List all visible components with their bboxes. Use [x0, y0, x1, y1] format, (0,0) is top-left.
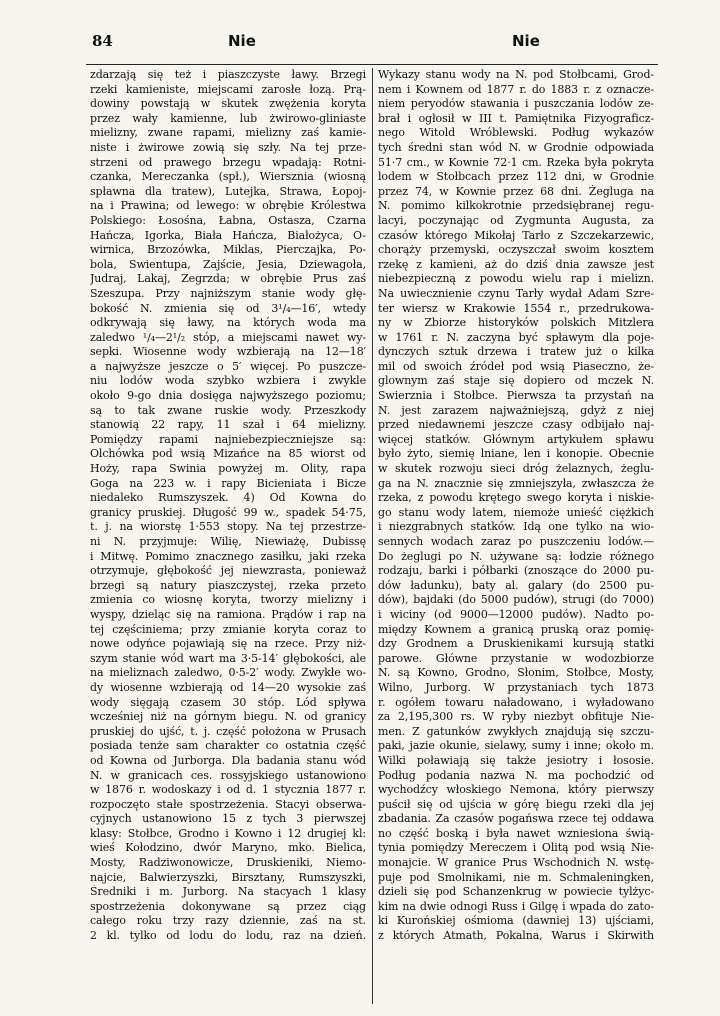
text-line: puje pod Smolnikami, nie m. Schmaleningken, [378, 870, 654, 884]
text-line: najcie, Balwierzyszki, Birsztany, Rumszyszki, [90, 870, 366, 884]
text-line: chorąży przemyski, oczyszczał swoim kosztem [378, 243, 654, 257]
text-line: przed niedawnemi jeszcze czasy odbijało naj- [378, 418, 654, 432]
text-line: spławna dla tratew), Lutejka, Strawa, Łopoj- [90, 184, 366, 198]
text-line: tych średni stan wód N. w Grodnie odpowiada [378, 140, 654, 154]
text-line: go stanu wody latem, niemoże unieść ciężkich [378, 505, 654, 519]
text-line: niste i żwirowe zowią się szły. Na tej prze- [90, 140, 366, 154]
text-line: Polskiego: Łosośna, Łabna, Ostasza, Czarna [90, 213, 366, 227]
text-line: wieś Kołodzino, dwór Maryno, mko. Bielica, [90, 841, 366, 855]
text-line: są to tak zwane ruskie wody. Przeszkody [90, 403, 366, 417]
text-line: z których Atmath, Pokalna, Warus i Skirwith [378, 929, 654, 943]
column-divider [372, 68, 373, 1004]
text-line: i niezgrabnych statków. Idą one tylko na wio- [378, 520, 654, 534]
text-line: Szeszupa. Przy najniższym stanie wody głę- [90, 286, 366, 300]
page-header [0, 32, 720, 54]
text-line: puścił się od ujścia w górę biegu rzeki dla jej [378, 797, 654, 811]
text-line: sennych wodach zaraz po puszczeniu lodów.— [378, 535, 654, 548]
text-line: granicy pruskiej. Długość 99 w., spadek 54·75, [90, 505, 366, 519]
text-columns [90, 68, 658, 1008]
text-line: sepki. Wiosenne wody wzbierają na 12—18′ [90, 345, 366, 359]
text-line: wyspy, dzieląc się na ramiona. Prądów i rap na [90, 607, 366, 621]
text-line: dynczych sztuk drzewa i tratew już o kilka [378, 345, 654, 359]
text-line: rozpoczęto stałe spostrzeżenia. Stacyi obserwa- [90, 797, 366, 811]
text-line: przez wały kamienne, lub żwirowo-gliniaste [90, 111, 366, 125]
text-line: bokość N. zmienia się od 3¹/₄—16′, wtedy [90, 301, 366, 315]
text-line: niedaleko Rumszyszek. 4) Od Kowna do [90, 491, 366, 505]
text-line: było żyto, siemię lniane, len i konopie. Obecnie [378, 447, 654, 461]
text-line: kim na dwie odnogi Russ i Gilgę i wpada do zato- [378, 899, 654, 913]
text-line: dy wiosenne wzbierają od 14—20 wysokie zaś [90, 680, 366, 694]
text-line: pruskiej do ujść, t. j. część położona w Prusach [90, 724, 366, 738]
text-line: glownym zaś staje się dopiero od mczek N. [378, 374, 654, 388]
text-line: mielizny, zwane rapami, mielizny zaś kamie- [90, 126, 366, 140]
text-line: nem i Kownem od 1877 r. do 1883 r. z oznacze- [378, 82, 654, 96]
text-line: 51·7 cm., w Kownie 72·1 cm. Rzeka była pokryta [378, 155, 654, 169]
text-line: dzieli się pod Schanzenkrug w powiecie tylżyc- [378, 885, 654, 899]
text-line: Do żeglugi po N. używane są: łodzie różnego [378, 549, 654, 563]
text-line: zmienia co wiosnę koryta, tworzy mielizny i [90, 593, 366, 607]
text-line: mil od swoich źródeł pod wsią Piaseczno, że- [378, 359, 654, 373]
text-line: w 1761 r. N. zaczyna być spławym dla poje- [378, 330, 654, 344]
text-line: niem peryodów stawania i puszczania lodów ze- [378, 97, 654, 111]
text-line: 2 kl. tylko od lodu do lodu, raz na dzień. [90, 929, 366, 943]
text-line: men. Z gatunków zwykłych znajdują się szczu- [378, 724, 654, 738]
text-line: wychodźcy włoskiego Nemona, który pierwszy [378, 783, 654, 797]
text-line: dów), bajdaki (do 5000 pudów), strugi (do 7000) [378, 593, 654, 607]
text-line: parowe. Główne przystanie w wodozbiorze [378, 651, 654, 665]
text-line: Judraj, Lakaj, Zegrzda; w obrębie Prus zaś [90, 272, 366, 286]
text-line: cyjnych ustanowiono 15 z tych 3 pierwszej [90, 812, 366, 826]
text-line: Średniki i m. Jurborg. Na stacyach 1 klasy [90, 885, 366, 899]
text-line: klasy: Stołbce, Grodno i Kowno i 12 drugiej kl: [90, 826, 366, 840]
text-line: Olchówka pod wsią Mizańce na 85 wiorst od [90, 447, 366, 461]
text-line: wcześniej niż na górnym biegu. N. od granicy [90, 710, 366, 724]
text-line: Hańcza, Igorka, Biała Hańcza, Białożyca, O- [90, 228, 366, 242]
text-line: r. ogółem towaru naładowano, i wyładowano [378, 695, 654, 709]
text-line: ga na N. znacznie się zmniejszyła, zwłaszcza że [378, 476, 654, 490]
page-number: 84 [92, 32, 113, 50]
text-line: czasów którego Mikołaj Tarło z Szczekarzewic, [378, 228, 654, 242]
text-line: Pomiędzy rapami najniebezpieczniejsze są: [90, 432, 366, 446]
text-line: N. jest zarazem najważniejszą, gdyż z niej [378, 403, 654, 417]
text-line: ter wiersz w Krakowie 1554 r., przedrukowa- [378, 301, 654, 315]
text-line: monajcie. W granice Prus Wschodnich N. wstę- [378, 856, 654, 870]
text-line: i wiciny (od 9000—12000 pudów). Nadto po- [378, 607, 654, 621]
right-column [378, 68, 654, 944]
text-line: Hoży, rapa Swinia powyżej m. Olity, rapa [90, 462, 366, 476]
text-line: bola, Swientupa, Zajście, Jesia, Dziewagoła, [90, 257, 366, 271]
text-line: Podług podania nazwa N. ma pochodzić od [378, 768, 654, 782]
text-line: rodzaju, barki i półbarki (znoszące do 2000 pu- [378, 564, 654, 578]
text-line: zdarzają się też i piaszczyste ławy. Brzegi [90, 68, 366, 81]
text-line: dowiny powstają w skutek zwężenia koryta [90, 97, 366, 111]
text-line: szym stanie wód wart ma 3·5-14′ głębokości, ale [90, 651, 366, 665]
text-line: zbadania. Za czasów pogańswa rzece tej oddawa [378, 812, 654, 826]
text-line: Wilki poławiają się także jesiotry i łososie. [378, 753, 654, 767]
column-text [378, 68, 654, 944]
text-line: nego Witold Wróblewski. Podług wykazów [378, 126, 654, 140]
text-line: t. j. na wiorstę 1·553 stopy. Na tej przestrze- [90, 520, 366, 534]
text-line: rzeka, z powodu krętego swego koryta i niskie- [378, 491, 654, 505]
text-line: przez 74, w Kownie przez 68 dni. Żegluga na [378, 184, 654, 198]
text-line: rzekę z kamieni, aż do dziś dnia zawsze jest [378, 257, 654, 271]
text-line: nowe odyńce pojawiają się na rzece. Przy niż- [90, 637, 366, 651]
text-line: ny w Zbiorze historyków polskich Mitzlera [378, 316, 654, 330]
text-line: odkrywają się ławy, na których woda ma [90, 316, 366, 330]
running-head-left: Nie [228, 32, 256, 50]
text-line: czanka, Mereczanka (spł.), Wiersznia (wiosną [90, 170, 366, 184]
text-line: Wilno, Jurborg. W przystaniach tych 1873 [378, 680, 654, 694]
text-line: Na uwiecznienie czynu Tarły wydał Adam Szre- [378, 286, 654, 300]
running-head-right: Nie [512, 32, 540, 50]
text-line: całego roku trzy razy dziennie, zaś na st. [90, 914, 366, 928]
text-line: niebezpieczną z powodu wielu rap i mielizn. [378, 272, 654, 286]
text-line: spostrzeżenia dokonywane są przez ciąg [90, 899, 366, 913]
text-line: otrzymuje, głębokość jej niewzrasta, ponieważ [90, 564, 366, 578]
text-line: N. są Kowno, Grodno, Słonim, Stołbce, Mosty, [378, 666, 654, 680]
text-line: wody sięgają czasem 30 stóp. Lód spływa [90, 695, 366, 709]
header-rule [86, 64, 658, 65]
text-line: więcej statków. Głównym artykułem spławu [378, 432, 654, 446]
text-line: posiada tenże sam charakter co ostatnia część [90, 739, 366, 753]
text-line: wirnica, Brzozówka, Miklas, Pierczajka, Po- [90, 243, 366, 257]
text-line: na mieliznach zaledwo, 0·5-2′ wody. Zwykłe wo- [90, 666, 366, 680]
text-line: w skutek rozwoju sieci dróg żelaznych, żeglu- [378, 462, 654, 476]
text-line: na i Prawina; od lewego: w obrębie Królestwa [90, 199, 366, 213]
text-line: tej częściniema; przy zmianie koryta coraz to [90, 622, 366, 636]
text-line: Goga na 223 w. i rapy Bicieniata i Bicze [90, 476, 366, 490]
text-line: około 9-go dnia dosięga najwyższego poziomu; [90, 389, 366, 403]
text-line: tynia pomiędzy Mereczem i Olitą pod wsią Nie- [378, 841, 654, 855]
text-line: od Kowna od Jurborga. Dla badania stanu wód [90, 753, 366, 767]
text-line: między Kownem a granicą pruską oraz pomię- [378, 622, 654, 636]
text-line: strzeni od prawego brzegu wpadają: Rotni- [90, 155, 366, 169]
text-line: rzeki kamieniste, miejscami zarosłe łozą. Prą- [90, 82, 366, 96]
text-line: lacyi, poczynając od Zygmunta Augusta, za [378, 213, 654, 227]
text-line: w 1876 r. wodoskazy i od d. 1 stycznia 1877 r. [90, 783, 366, 797]
text-line: Wykazy stanu wody na N. pod Stołbcami, Grod- [378, 68, 654, 81]
text-line: paki, jazie okunie, sielawy, sumy i inne; około m. [378, 739, 654, 753]
text-line: N. pomimo kilkokrotnie przedsiębranej regu- [378, 199, 654, 213]
text-line: niu lodów woda szybko wzbiera i zwykle [90, 374, 366, 388]
text-line: a najwyższe jeszcze o 5′ więcej. Po puszcze- [90, 359, 366, 373]
text-line: stanowią 22 rapy, 11 szał i 64 mielizny. [90, 418, 366, 432]
text-line: ki Kurońskiej ośmioma (dawniej 13) ujściami, [378, 914, 654, 928]
column-text [90, 68, 366, 944]
text-line: brał i ogłosił w III t. Pamiętnika Fizyograficz- [378, 111, 654, 125]
text-line: dzy Grodnem a Druskienikami kursują statki [378, 637, 654, 651]
text-line: zaledwo ¹/₄—2¹/₂ stóp, a miejscami nawet wy- [90, 330, 366, 344]
text-line: no część boską i była nawet wzniesiona świą- [378, 826, 654, 840]
text-line: ni N. przyjmuje: Wilię, Niewiażę, Dubissę [90, 535, 366, 548]
text-line: i Mitwę. Pomimo znacznego zasiłku, jaki rzeka [90, 549, 366, 563]
text-line: lodem w Stołbcach przez 112 dni, w Grodnie [378, 170, 654, 184]
text-line: N. w granicach ces. rossyjskiego ustanowiono [90, 768, 366, 782]
text-line: brzegi są natury piaszczystej, rzeka przeto [90, 578, 366, 592]
left-column [90, 68, 366, 944]
text-line: Swierznia i Stołbce. Pierwsza ta przystań na [378, 389, 654, 403]
text-line: Mosty, Radziwonowicze, Druskieniki, Niemo- [90, 856, 366, 870]
text-line: dów ładunku), baty al. galary (do 2500 pu- [378, 578, 654, 592]
text-line: za 2,195,300 rs. W ryby niezbyt obfituje Nie- [378, 710, 654, 724]
